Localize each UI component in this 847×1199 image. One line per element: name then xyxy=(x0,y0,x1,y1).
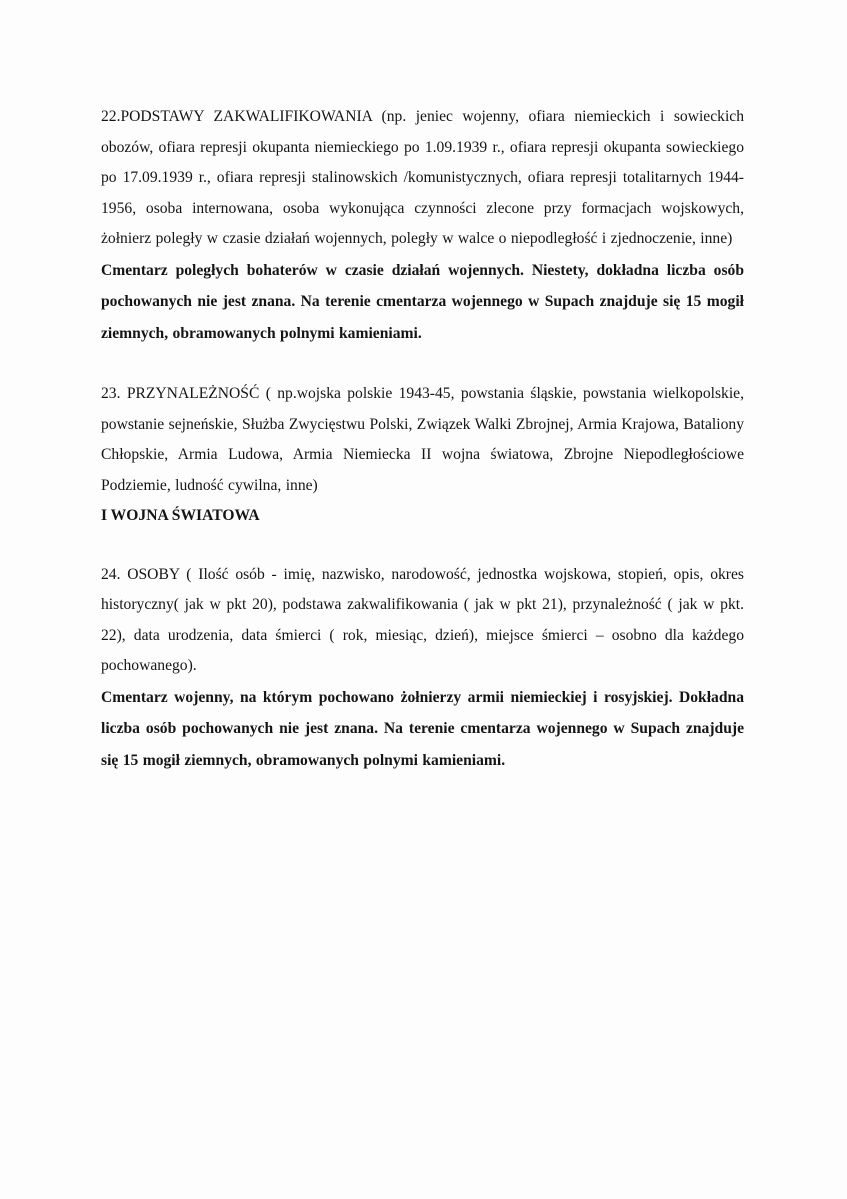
section-22-answer: Cmentarz poległych bohaterów w czasie działań wojennych. Niestety, dokładna liczba osób pochowanych nie jest znana. Na terenie cmentarza wojennego w Supach znajduje się 15 mogił ziemnych, obramowanych polnymi kamieniami. xyxy=(101,261,744,342)
section-23-description: 23. PRZYNALEŻNOŚĆ ( np.wojska polskie 1943-45, powstania śląskie, powstania wielkopolskie, powstanie sejneńskie, Służba Zwycięstwu Polski, Związek Walki Zbrojnej, Armia Krajowa, Bataliony Chłopskie, Armia Ludowa, Armia Niemiecka II wojna światowa, Zbrojne Niepodległościowe Podziemie, ludność cywilna, inne) xyxy=(101,385,744,494)
section-22-description: 22.PODSTAWY ZAKWALIFIKOWANIA (np. jeniec wojenny, ofiara niemieckich i sowieckich obozów, ofiara represji okupanta niemieckiego po 1.09.1939 r., ofiara represji okupanta sowieckiego po 17.09.1939 r., ofiara represji stalinowskich /komunistycznych, ofiara represji totalitarnych 1944-1956, osoba internowana, osoba wykonująca czynności zlecone przy formacjach wojskowych, żołnierz poległy w czasie działań wojennych, poległy w walce o niepodległość i zjednoczenie, inne) xyxy=(101,108,744,247)
section-24-description: 24. OSOBY ( Ilość osób - imię, nazwisko, narodowość, jednostka wojskowa, stopień, opis, okres historyczny( jak w pkt 20), podstawa zakwalifikowania ( jak w pkt 21), przynależność ( jak w pkt. 22), data urodzenia, data śmierci ( rok, miesiąc, dzień), miejsce śmierci – osobno dla każdego pochowanego). xyxy=(101,565,744,674)
document-body xyxy=(101,102,744,776)
section-23-answer: I WOJNA ŚWIATOWA xyxy=(101,507,260,524)
spacer xyxy=(101,532,744,560)
section-24-answer: Cmentarz wojenny, na którym pochowano żołnierzy armii niemieckiej i rosyjskiej. Dokładna liczba osób pochowanych nie jest znana. Na terenie cmentarza wojennego w Supach znajduje się 15 mogił ziemnych, obramowanych polnymi kamieniami. xyxy=(101,688,744,769)
spacer xyxy=(101,349,744,379)
